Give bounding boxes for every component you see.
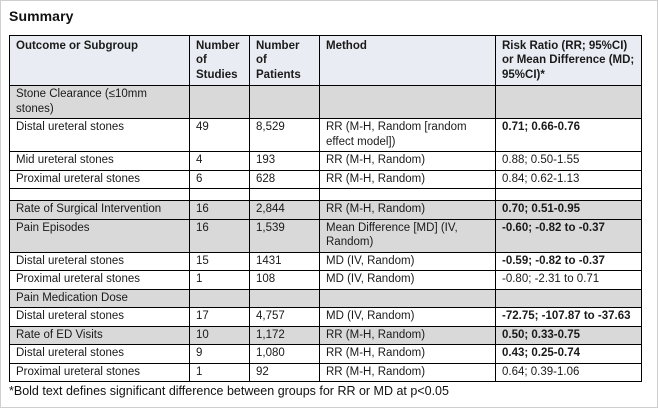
- patients-cell: 193: [250, 152, 320, 170]
- studies-cell: 1: [190, 363, 250, 381]
- patients-cell: 1431: [250, 252, 320, 270]
- patients-cell: [250, 189, 320, 201]
- method-cell: RR (M-H, Random): [320, 345, 496, 363]
- outcome-cell: Pain Medication Dose: [10, 289, 190, 307]
- outcome-cell: Pain Episodes: [10, 219, 190, 252]
- studies-cell: 4: [190, 152, 250, 170]
- column-header-4: Risk Ratio (RR; 95%CI) or Mean Difference (MD; 95%CI)*: [496, 36, 642, 86]
- value-cell: 0.84; 0.62-1.13: [496, 170, 642, 188]
- outcome-cell: Rate of ED Visits: [10, 326, 190, 344]
- outcome-cell: [10, 189, 190, 201]
- method-cell: RR (M-H, Random): [320, 363, 496, 381]
- table-row: [10, 363, 642, 381]
- outcome-cell: Distal ureteral stones: [10, 119, 190, 152]
- value-cell: -0.59; -0.82 to -0.37: [496, 252, 642, 270]
- table-row: [10, 308, 642, 326]
- column-header-0: Outcome or Subgroup: [10, 36, 190, 86]
- value-cell: 0.64; 0.39-1.06: [496, 363, 642, 381]
- value-cell: [496, 189, 642, 201]
- method-cell: MD (IV, Random): [320, 308, 496, 326]
- value-cell: -72.75; -107.87 to -37.63: [496, 308, 642, 326]
- table-row: [10, 219, 642, 252]
- outcome-cell: Distal ureteral stones: [10, 308, 190, 326]
- patients-cell: [250, 86, 320, 119]
- column-header-2: Number of Patients: [250, 36, 320, 86]
- outcome-cell: Distal ureteral stones: [10, 345, 190, 363]
- outcome-cell: Proximal ureteral stones: [10, 363, 190, 381]
- studies-cell: 49: [190, 119, 250, 152]
- studies-cell: 1: [190, 271, 250, 289]
- page-title: Summary: [9, 8, 74, 24]
- studies-cell: [190, 86, 250, 119]
- studies-cell: 9: [190, 345, 250, 363]
- method-cell: RR (M-H, Random [random effect model]): [320, 119, 496, 152]
- value-cell: 0.70; 0.51-0.95: [496, 201, 642, 219]
- value-cell: -0.80; -2.31 to 0.71: [496, 271, 642, 289]
- table-row: [10, 289, 642, 307]
- outcome-cell: Proximal ureteral stones: [10, 170, 190, 188]
- table-row: [10, 152, 642, 170]
- outcome-cell: Stone Clearance (≤10mm stones): [10, 86, 190, 119]
- studies-cell: 15: [190, 252, 250, 270]
- patients-cell: 1,539: [250, 219, 320, 252]
- outcome-cell: Rate of Surgical Intervention: [10, 201, 190, 219]
- table-row: [10, 189, 642, 201]
- patients-cell: 2,844: [250, 201, 320, 219]
- patients-cell: 4,757: [250, 308, 320, 326]
- patients-cell: 1,080: [250, 345, 320, 363]
- method-cell: [320, 289, 496, 307]
- studies-cell: 17: [190, 308, 250, 326]
- method-cell: [320, 189, 496, 201]
- footnote: *Bold text defines significant difference between groups for RR or MD at p<0.05: [9, 384, 449, 399]
- method-cell: RR (M-H, Random): [320, 201, 496, 219]
- value-cell: [496, 86, 642, 119]
- value-cell: 0.43; 0.25-0.74: [496, 345, 642, 363]
- studies-cell: 16: [190, 201, 250, 219]
- studies-cell: 6: [190, 170, 250, 188]
- outcome-cell: Proximal ureteral stones: [10, 271, 190, 289]
- table-row: [10, 252, 642, 270]
- studies-cell: 10: [190, 326, 250, 344]
- column-header-3: Method: [320, 36, 496, 86]
- value-cell: 0.88; 0.50-1.55: [496, 152, 642, 170]
- method-cell: [320, 86, 496, 119]
- table-row: [10, 170, 642, 188]
- patients-cell: 628: [250, 170, 320, 188]
- value-cell: 0.50; 0.33-0.75: [496, 326, 642, 344]
- outcome-cell: Mid ureteral stones: [10, 152, 190, 170]
- method-cell: RR (M-H, Random): [320, 170, 496, 188]
- table-row: [10, 86, 642, 119]
- method-cell: RR (M-H, Random): [320, 152, 496, 170]
- patients-cell: [250, 289, 320, 307]
- header-row: [10, 36, 642, 86]
- table-body: [10, 86, 642, 382]
- studies-cell: [190, 189, 250, 201]
- patients-cell: 108: [250, 271, 320, 289]
- studies-cell: [190, 289, 250, 307]
- value-cell: 0.71; 0.66-0.76: [496, 119, 642, 152]
- table-row: [10, 201, 642, 219]
- summary-table: [9, 35, 642, 382]
- patients-cell: 92: [250, 363, 320, 381]
- value-cell: [496, 289, 642, 307]
- method-cell: RR (M-H, Random): [320, 326, 496, 344]
- column-header-1: Number of Studies: [190, 36, 250, 86]
- studies-cell: 16: [190, 219, 250, 252]
- table-row: [10, 271, 642, 289]
- method-cell: MD (IV, Random): [320, 271, 496, 289]
- method-cell: Mean Difference [MD] (IV, Random): [320, 219, 496, 252]
- table-row: [10, 326, 642, 344]
- table-header: [10, 36, 642, 86]
- table-row: [10, 119, 642, 152]
- outcome-cell: Distal ureteral stones: [10, 252, 190, 270]
- value-cell: -0.60; -0.82 to -0.37: [496, 219, 642, 252]
- patients-cell: 1,172: [250, 326, 320, 344]
- method-cell: MD (IV, Random): [320, 252, 496, 270]
- table-row: [10, 345, 642, 363]
- patients-cell: 8,529: [250, 119, 320, 152]
